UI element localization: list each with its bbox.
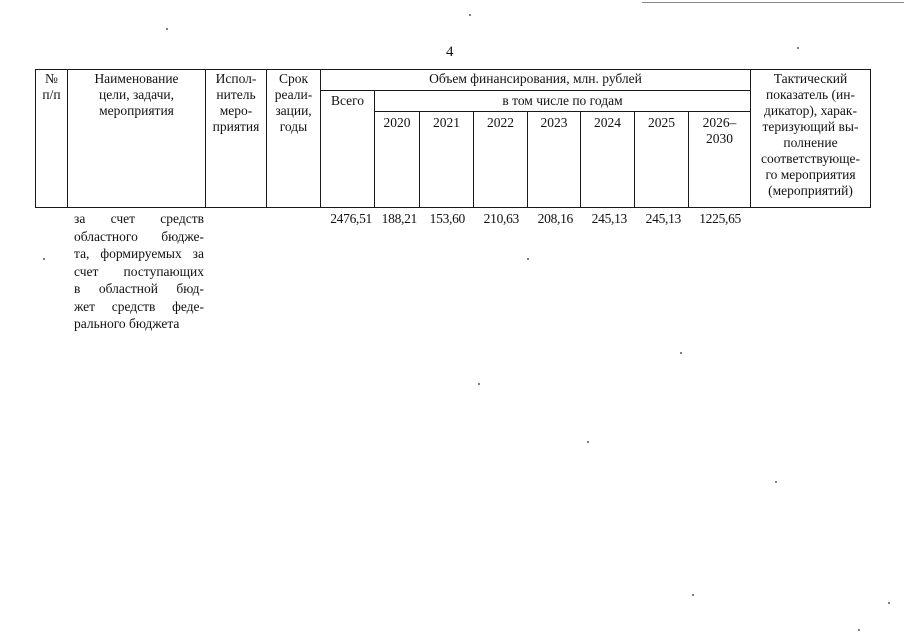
header-year-2022: 2022	[487, 115, 514, 130]
scan-speck	[469, 14, 471, 16]
value-2020: 188,21	[381, 211, 417, 226]
header-executor: Испол- нитель меро- приятия	[212, 71, 260, 134]
scan-speck	[680, 352, 682, 354]
header-year-2024: 2024	[594, 115, 621, 130]
funding-title-underline	[320, 90, 750, 91]
table-top-border	[35, 69, 871, 70]
header-year-2026-2030: 2026– 2030	[702, 115, 737, 146]
scan-speck	[888, 602, 890, 604]
header-year-2025: 2025	[648, 115, 675, 130]
scan-speck	[692, 594, 694, 596]
value-2026-2030: 1225,65	[699, 211, 741, 226]
by-years-underline	[374, 111, 750, 112]
header-funding-title: Объем финансирования, млн. рублей	[429, 71, 642, 86]
header-total: Всего	[330, 93, 365, 108]
table-header-bottom-border	[35, 207, 871, 208]
scan-speck	[527, 258, 529, 260]
scan-speck	[478, 383, 480, 385]
header-by-years: в том числе по годам	[502, 93, 623, 108]
scan-speck	[797, 47, 799, 49]
header-num: № п/п	[42, 71, 61, 102]
scan-speck	[587, 441, 589, 443]
col-border-4	[320, 69, 321, 208]
value-2021: 153,60	[429, 211, 465, 226]
header-indicator: Тактический показатель (ин- дикатор), харак- теризующий вы- полнение соответствующе- го мероприятия (мероприятий)	[760, 71, 861, 198]
scan-speck	[858, 629, 860, 631]
header-term: Срок реали- зации, годы	[274, 71, 313, 134]
scan-speck	[166, 28, 168, 30]
scan-speck	[43, 258, 45, 260]
value-2023: 208,16	[537, 211, 573, 226]
header-name: Наименование цели, задачи, мероприятия	[94, 71, 179, 118]
value-total: 2476,51	[330, 211, 372, 226]
scan-top-rule	[642, 2, 904, 3]
value-2024: 245,13	[591, 211, 627, 226]
scan-speck	[775, 481, 777, 483]
value-2022: 210,63	[483, 211, 519, 226]
page-number: 4	[446, 44, 454, 60]
header-year-2021: 2021	[433, 115, 460, 130]
col-border-13	[870, 69, 871, 208]
value-2025: 245,13	[645, 211, 681, 226]
row-description: за счет средств областного бюдже- та, формируемых за счет поступающих в областной бюд- жет средств феде- рального бюджета	[74, 211, 204, 331]
header-year-2023: 2023	[540, 115, 568, 130]
header-year-2020: 2020	[383, 115, 411, 130]
